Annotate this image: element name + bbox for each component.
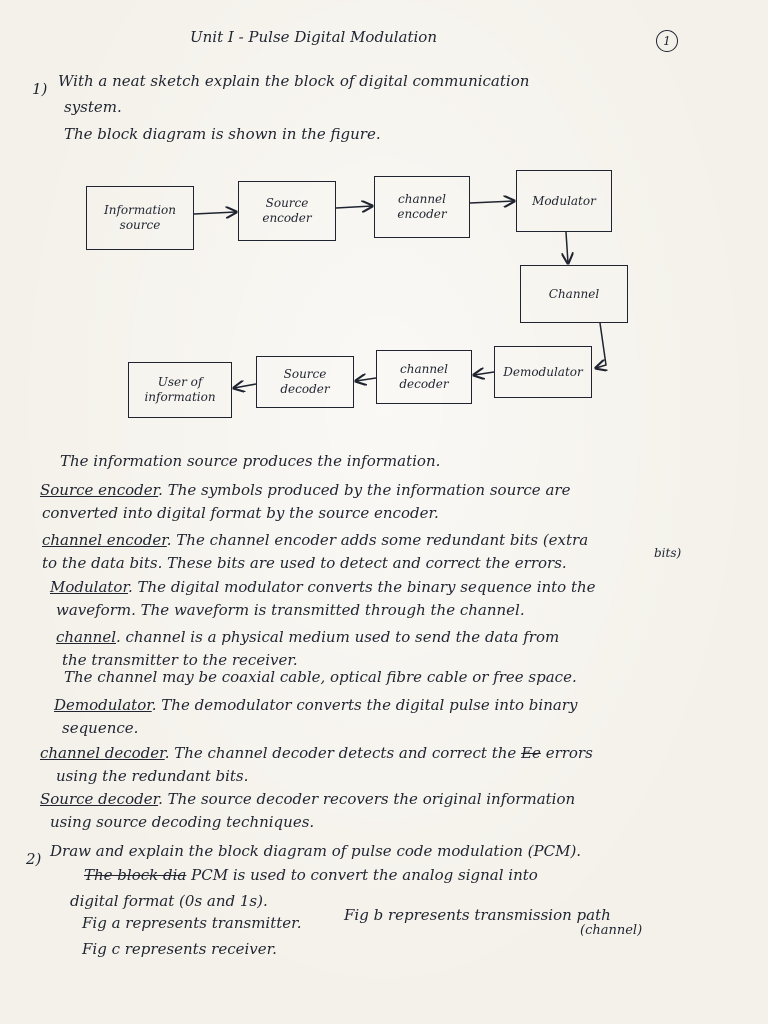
- page-number: 1: [656, 30, 678, 52]
- note-channel: [56, 628, 559, 646]
- block-modulator: Modulator: [516, 170, 612, 232]
- note-demodulator: [54, 696, 577, 714]
- arrow-channel-encoder-to-modulator: [470, 201, 514, 203]
- arrow-encoder-to-channel-encoder: [336, 206, 372, 208]
- term-demodulator: Demodulator: [54, 696, 152, 714]
- block-demodulator: Demodulator: [494, 346, 592, 398]
- note-channel-encoder: [42, 531, 588, 549]
- note-demodulator-cont: sequence.: [62, 719, 139, 737]
- arrow-channel-decoder-to-source-decoder: [356, 378, 376, 381]
- note-source-decoder-text: . The source decoder recovers the original information: [158, 790, 576, 808]
- question-1-text: With a neat sketch explain the block of digital communication: [58, 72, 530, 90]
- struck-text: Ee: [521, 744, 541, 762]
- term-channel-decoder: channel decoder: [40, 744, 165, 762]
- note-channel-text: . channel is a physical medium used to send the data from: [116, 628, 560, 646]
- note-channel-decoder-text: . The channel decoder detects and correct the: [164, 744, 517, 762]
- note-modulator: [50, 578, 596, 596]
- question-1-text-cont: system.: [64, 98, 122, 116]
- note-source-encoder-text: . The symbols produced by the information source are: [158, 481, 571, 499]
- note-source-decoder: [40, 790, 575, 808]
- note-information-source: The information source produces the information.: [60, 452, 441, 470]
- block-channel: Channel: [520, 265, 628, 323]
- fig-c-note: Fig c represents receiver.: [82, 940, 277, 958]
- pcm-definition-cont: digital format (0s and 1s).: [70, 892, 268, 910]
- arrow-source-decoder-to-user: [234, 384, 256, 388]
- note-channel-media: The channel may be coaxial cable, optical fibre cable or free space.: [64, 668, 577, 686]
- fig-a-note: Fig a represents transmitter.: [82, 914, 302, 932]
- note-channel-decoder-cont: using the redundant bits.: [56, 767, 249, 785]
- fig-b-note: Fig b represents transmission path: [344, 906, 611, 924]
- term-modulator: Modulator: [50, 578, 128, 596]
- block-information-source: Information source: [86, 186, 194, 250]
- note-channel-encoder-aside: bits): [654, 546, 682, 560]
- note-source-encoder: [40, 481, 570, 499]
- struck-text-pcm: The block dia: [84, 866, 187, 884]
- page-title: Unit I - Pulse Digital Modulation: [190, 28, 437, 46]
- term-source-encoder: Source encoder: [40, 481, 159, 499]
- arrow-modulator-to-channel: [566, 232, 568, 263]
- arrow-channel-to-demodulator: [596, 323, 606, 368]
- question-2-text: Draw and explain the block diagram of pulse code modulation (PCM).: [50, 842, 582, 860]
- question-2-number: 2): [26, 850, 42, 868]
- term-channel: channel: [56, 628, 116, 646]
- note-channel-decoder: [40, 744, 593, 762]
- note-source-encoder-cont: converted into digital format by the source encoder.: [42, 504, 439, 522]
- term-source-decoder: Source decoder: [40, 790, 159, 808]
- note-channel-encoder-text: . The channel encoder adds some redundant bits (extra: [166, 531, 589, 549]
- fig-b-note-aside: (channel): [580, 923, 643, 938]
- note-modulator-cont: waveform. The waveform is transmitted through the channel.: [56, 601, 525, 619]
- block-channel-encoder: channel encoder: [374, 176, 470, 238]
- block-source-encoder: Source encoder: [238, 181, 336, 241]
- note-channel-cont: the transmitter to the receiver.: [62, 651, 298, 669]
- note-source-decoder-cont: using source decoding techniques.: [50, 813, 315, 831]
- diagram-intro: The block diagram is shown in the figure.: [64, 125, 381, 143]
- note-channel-encoder-cont: to the data bits. These bits are used to detect and correct the errors.: [42, 554, 567, 572]
- block-source-decoder: Source decoder: [256, 356, 354, 408]
- term-channel-encoder: channel encoder: [42, 531, 167, 549]
- arrow-demodulator-to-channel-decoder: [474, 372, 494, 375]
- pcm-definition: [84, 866, 538, 884]
- block-channel-decoder: channel decoder: [376, 350, 472, 404]
- question-1-number: 1): [32, 80, 48, 98]
- note-channel-decoder-end: errors: [545, 744, 593, 762]
- note-modulator-text: . The digital modulator converts the binary sequence into the: [127, 578, 596, 596]
- pcm-definition-text: PCM is used to convert the analog signal into: [191, 866, 538, 884]
- note-demodulator-text: . The demodulator converts the digital pulse into binary: [151, 696, 578, 714]
- block-user-of-information: User of information: [128, 362, 232, 418]
- arrow-source-to-encoder: [194, 212, 236, 214]
